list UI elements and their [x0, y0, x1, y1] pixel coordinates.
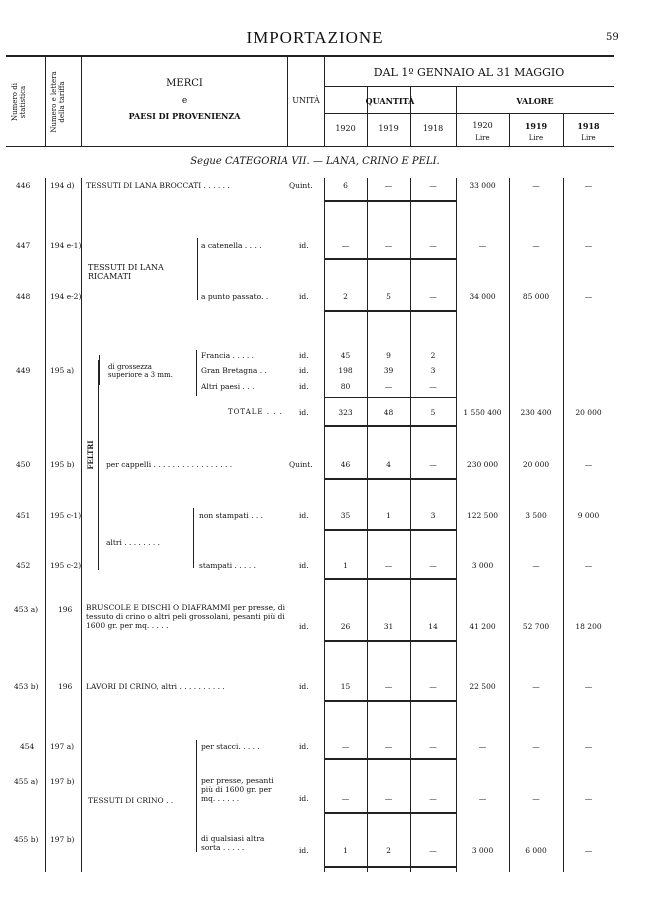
cell-v1918: — [584, 241, 593, 250]
cell-v1918: — [584, 682, 593, 691]
cell-q1920: 323 [338, 408, 353, 417]
header-rule [324, 86, 614, 87]
body-divider [324, 178, 325, 872]
row-rule [324, 529, 456, 531]
tariff-number: 197 b) [50, 777, 75, 786]
tariff-number: 195 b) [50, 460, 75, 469]
brace [98, 360, 99, 570]
cell-q1919: — [384, 181, 393, 190]
cell-v1920: 22 500 [469, 682, 496, 691]
stat-number: 454 [20, 742, 35, 751]
item-label: per presse, pesanti più di 1600 gr. per mq. . . . . . [201, 776, 274, 803]
cell-v1920: 41 200 [469, 622, 496, 631]
cell-v1920: 1 550 400 [463, 408, 502, 417]
cell-q1919: 9 [386, 351, 391, 360]
body-divider [509, 178, 510, 872]
year-v-1918: 1918 [577, 121, 600, 131]
cell-v1918: 9 000 [577, 511, 600, 520]
tariff-number: 194 e-1) [50, 241, 82, 250]
cell-q1920: 46 [340, 460, 351, 469]
item-label: per stacci. . . . . [201, 742, 260, 751]
header-rule [324, 113, 614, 114]
total-label: TOTALE . . . [228, 408, 283, 416]
stat-number: 452 [16, 561, 31, 570]
cell-q1918: — [429, 460, 437, 469]
tariff-number: 195 a) [50, 366, 75, 375]
period-header: DAL 1º GENNAIO AL 31 MAGGIO [373, 66, 565, 79]
cell-q1918: — [429, 682, 437, 691]
page-number: 59 [606, 32, 619, 43]
cell-q1920: 26 [340, 622, 351, 631]
item-label: a punto passato. . [201, 292, 269, 301]
cell-q1918: 3 [430, 366, 436, 375]
row-rule [324, 310, 456, 312]
row-rule [324, 700, 456, 702]
e-header: e [181, 96, 188, 106]
unit: Quint. [289, 460, 313, 469]
cell-q1919: 48 [383, 408, 394, 417]
tariff-number: 197 b) [50, 835, 75, 844]
page-title: IMPORTAZIONE [246, 28, 384, 47]
row-rule [324, 200, 456, 202]
cell-v1919: 52 700 [522, 622, 550, 631]
tariff-number: 197 a) [50, 742, 75, 751]
group-di-grossezza: di grossezza superiore a 3 mm. [108, 363, 173, 379]
cell-v1919: — [532, 561, 540, 570]
cell-v1920: 122 500 [466, 511, 498, 520]
body-divider [367, 178, 368, 872]
unit: id. [299, 292, 309, 301]
cell-v1918: — [584, 561, 593, 570]
cell-q1920: 80 [340, 382, 351, 391]
item-label: LAVORI DI CRINO, altri . . . . . . . . . . [86, 682, 225, 691]
row-rule [324, 812, 456, 814]
stat-number: 455 b) [14, 835, 39, 844]
cell-v1920: 230 000 [466, 460, 498, 469]
tariff-number: 195 c-1) [50, 511, 82, 520]
header-divider [45, 56, 46, 146]
cell-q1920: 198 [338, 366, 353, 375]
cell-q1919: 4 [386, 460, 391, 469]
unit: id. [299, 794, 309, 803]
cell-q1920: 6 [343, 181, 348, 190]
cell-q1920: 1 [343, 846, 348, 855]
cell-q1918: — [429, 561, 437, 570]
item-label: per cappelli . . . . . . . . . . . . . . . . . [106, 460, 233, 469]
cell-v1919: — [532, 794, 540, 803]
group-altri: altri . . . . . . . . [106, 538, 161, 547]
unit: id. [299, 382, 309, 391]
unit: id. [299, 351, 309, 360]
item-label: Gran Bretagna . . [201, 366, 267, 375]
cell-q1918: — [429, 181, 437, 190]
cell-q1919: 39 [383, 366, 394, 375]
header-top-rule [6, 55, 614, 57]
cell-v1919: 3 500 [525, 511, 547, 520]
group-feltri: FELTRI [86, 440, 95, 470]
year-q-1920: 1920 [335, 124, 356, 133]
col-stat-header: Numero di statistica [11, 83, 27, 121]
stat-number: 447 [16, 241, 31, 250]
group-lana-ricamati: TESSUTI DI LANA RICAMATI [88, 263, 164, 281]
stat-number: 449 [16, 366, 31, 375]
cell-q1918: — [429, 382, 437, 391]
cell-q1920: — [341, 794, 350, 803]
item-label: stampati . . . . . [199, 561, 256, 570]
tariff-number: 194 e-2) [50, 292, 82, 301]
cell-q1919: 1 [386, 511, 391, 520]
cell-v1920: — [478, 794, 487, 803]
stat-number: 453 a) [14, 605, 39, 614]
item-label: di qualsiasi altra sorta . . . . . [201, 834, 265, 852]
item-label: non stampati . . . [199, 511, 263, 520]
stat-number: 448 [16, 292, 31, 301]
cell-q1920: 35 [340, 511, 351, 520]
cell-q1918: — [429, 846, 437, 855]
body-divider [45, 178, 46, 872]
cell-v1919: — [532, 682, 540, 691]
cell-q1920: — [341, 241, 350, 250]
cell-v1919: 6 000 [525, 846, 547, 855]
body-divider [81, 178, 82, 872]
paesi-header: PAESI DI PROVENIENZA [128, 111, 241, 121]
col-tariff-header: Numero e lettera della tariffa [50, 71, 66, 133]
header-bottom-rule [6, 146, 614, 147]
item-label: Francia . . . . . [201, 351, 255, 360]
brace [99, 355, 100, 385]
header-divider [410, 86, 411, 146]
unit: id. [299, 742, 309, 751]
cell-q1919: — [384, 742, 393, 751]
cell-v1919: — [532, 181, 540, 190]
cell-v1918: — [584, 794, 593, 803]
header-divider [367, 86, 368, 146]
valore-header: VALORE [516, 96, 554, 106]
row-rule [324, 758, 456, 760]
row-rule [324, 478, 456, 480]
cell-q1920: — [341, 742, 350, 751]
group-tessuti-crino: TESSUTI DI CRINO . . [88, 796, 174, 805]
row-rule [324, 866, 456, 868]
tariff-number: 196 [58, 605, 73, 614]
cell-q1919: — [384, 241, 393, 250]
cell-v1919: 230 400 [520, 408, 552, 417]
lire-label: Lire [475, 134, 490, 142]
cell-v1918: 18 200 [575, 622, 602, 631]
tariff-number: 195 c-2) [50, 561, 82, 570]
cell-v1918: — [584, 292, 593, 301]
cell-q1919: 31 [383, 622, 394, 631]
cell-q1920: 2 [343, 292, 348, 301]
cell-q1919: — [384, 682, 393, 691]
unit: id. [299, 622, 309, 631]
body-divider [410, 178, 411, 872]
unit: id. [299, 561, 309, 570]
brace [196, 350, 197, 396]
cell-q1918: — [429, 292, 437, 301]
cell-q1918: 2 [430, 351, 436, 360]
cell-q1919: 2 [386, 846, 391, 855]
year-v-1920: 1920 [472, 121, 493, 130]
cell-q1918: — [429, 794, 437, 803]
cell-q1918: 14 [428, 622, 438, 631]
body-divider [456, 178, 457, 872]
unit: id. [299, 846, 309, 855]
cell-v1919: 20 000 [522, 460, 550, 469]
cell-v1918: — [584, 846, 593, 855]
stat-number: 446 [16, 181, 31, 190]
cell-q1920: 15 [340, 682, 351, 691]
cell-v1918: 20 000 [575, 408, 602, 417]
cell-v1920: — [478, 742, 487, 751]
section-title: Segue CATEGORIA VII. — LANA, CRINO E PELI. [190, 156, 440, 167]
stat-number: 450 [16, 460, 31, 469]
cell-v1920: 33 000 [469, 181, 496, 190]
cell-q1919: 5 [386, 292, 391, 301]
stat-number: 453 b) [14, 682, 39, 691]
cell-q1920: 45 [340, 351, 351, 360]
unit: id. [299, 511, 309, 520]
cell-v1919: 85 000 [522, 292, 550, 301]
unit: Quint. [289, 181, 313, 190]
cell-v1920: 34 000 [469, 292, 496, 301]
year-q-1919: 1919 [378, 124, 399, 133]
unit: id. [299, 241, 309, 250]
unit: id. [299, 408, 309, 417]
cell-q1919: — [384, 561, 393, 570]
cell-v1918: — [584, 742, 593, 751]
cell-v1920: 3 000 [471, 846, 494, 855]
unita-header: UNITÀ [292, 96, 320, 105]
tariff-number: 196 [58, 682, 73, 691]
body-divider [563, 178, 564, 872]
cell-v1918: — [584, 460, 593, 469]
item-label: Altri paesi . . . [201, 382, 255, 391]
cell-q1918: 5 [430, 408, 436, 417]
row-rule [324, 425, 456, 427]
stat-number: 455 a) [14, 777, 39, 786]
tariff-number: 194 d) [50, 181, 75, 190]
row-rule [324, 640, 456, 642]
item-label: BRUSCOLE E DISCHI O DIAFRAMMI per presse, di tessuto di crino o altri peli grossolani, pesanti più di 1600 gr. per mq. . . . . [86, 603, 285, 630]
cell-v1920: 3 000 [471, 561, 494, 570]
cell-v1919: — [532, 742, 540, 751]
cell-q1919: — [384, 794, 393, 803]
cell-q1918: 3 [430, 511, 436, 520]
cell-v1919: — [532, 241, 540, 250]
row-rule [324, 258, 456, 260]
unit: id. [299, 366, 309, 375]
cell-q1920: 1 [343, 561, 348, 570]
cell-q1919: — [384, 382, 393, 391]
year-q-1918: 1918 [422, 124, 444, 133]
lire-label: Lire [528, 134, 544, 142]
brace [197, 238, 198, 300]
cell-q1918: — [429, 742, 437, 751]
lire-label: Lire [581, 134, 596, 142]
brace [196, 740, 197, 852]
year-v-1919: 1919 [524, 121, 548, 131]
cell-v1920: — [478, 241, 487, 250]
row-rule [324, 578, 456, 580]
brace [193, 508, 194, 568]
merci-header: MERCI [166, 78, 203, 89]
cell-v1918: — [584, 181, 593, 190]
subtotal-rule [324, 397, 456, 398]
item-label: a catenella . . . . [201, 241, 262, 250]
cell-q1918: — [429, 241, 437, 250]
unit: id. [299, 682, 309, 691]
quantita-header: QUANTITÀ [365, 96, 415, 106]
item-label: TESSUTI DI LANA BROCCATI . . . . . . [86, 181, 230, 190]
stat-number: 451 [16, 511, 31, 520]
